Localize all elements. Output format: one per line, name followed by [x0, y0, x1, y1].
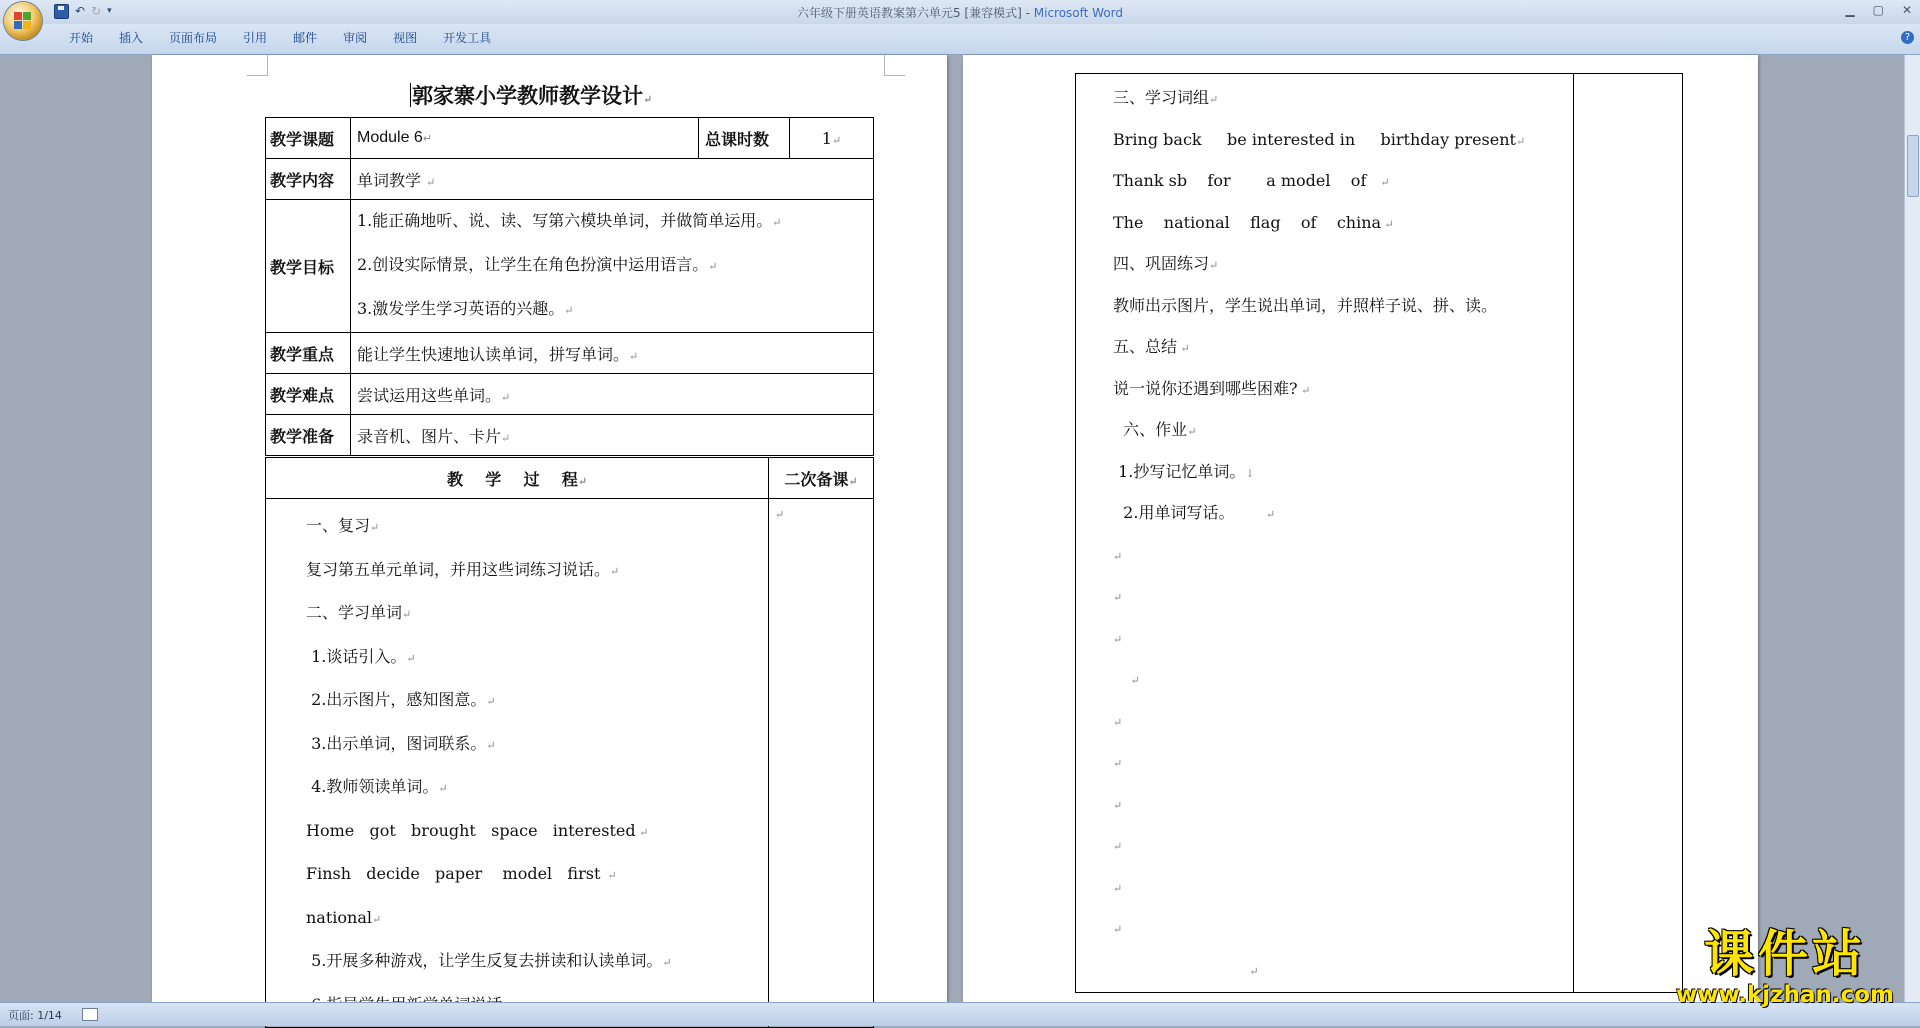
empty-line: ↵: [1113, 757, 1123, 770]
document-title-text: 郭家寨小学教师教学设计: [412, 83, 643, 108]
table-header-row: [266, 458, 874, 499]
prep-value[interactable]: 录音机、图片、卡片↵: [351, 415, 874, 456]
process-line: Finsh decide paper model first ↵: [306, 864, 617, 883]
empty-line: ↵: [1113, 549, 1123, 563]
process-line: 四、巩固练习↵: [1113, 254, 1219, 273]
prep-text: 录音机、图片、卡片: [357, 426, 502, 446]
page-indicator[interactable]: 页面: 1/14: [8, 1009, 62, 1022]
content-value-text: 单词教学: [357, 170, 422, 190]
hours-label: 总课时数: [699, 118, 790, 159]
process-line: 2.出示图片，感知图意。↵: [306, 690, 496, 709]
second-prep-header: 二次备课↵: [769, 458, 874, 499]
help-icon[interactable]: ?: [1901, 31, 1914, 44]
ribbon-tabs: [56, 30, 504, 46]
office-button[interactable]: [4, 2, 42, 40]
process-header: 教 学 过 程↵: [266, 458, 769, 499]
key-points-value[interactable]: 能让学生快速地认读单词，拼写单词。↵: [351, 333, 874, 374]
process-line: The national flag of china ↵: [1113, 212, 1394, 232]
process-line: 一、复习↵: [306, 516, 380, 535]
difficulty-label: 教学难点: [266, 374, 351, 415]
tab-mailings[interactable]: 邮件: [293, 31, 318, 45]
empty-line: ↵: [1113, 798, 1123, 812]
document-page-1: [152, 55, 947, 1015]
tab-review[interactable]: 审阅: [343, 31, 368, 45]
process-content[interactable]: [266, 499, 769, 1028]
process-line: 3.出示单词，图词联系。↵: [306, 733, 496, 753]
customize-toolbar-icon[interactable]: ▾: [107, 6, 112, 16]
process-line: 二、学习单词↵: [306, 603, 412, 622]
margin-mark: [247, 55, 268, 76]
second-prep-content[interactable]: ↵: [769, 499, 874, 1028]
process-content-continued[interactable]: [1113, 77, 1525, 990]
table-row: [266, 159, 874, 200]
status-bar: [0, 1002, 1920, 1026]
teaching-process-table: [265, 457, 874, 1028]
tab-insert[interactable]: 插入: [119, 31, 144, 45]
title-bar: [0, 0, 1920, 24]
minimize-icon[interactable]: ▁: [1845, 3, 1855, 17]
table-row: [266, 415, 874, 456]
proofing-icon[interactable]: [82, 1008, 98, 1021]
hours-value-text: 1: [821, 128, 832, 148]
empty-line: ↵: [1113, 674, 1140, 687]
maximize-icon[interactable]: ▢: [1872, 3, 1884, 17]
scrollbar-thumb[interactable]: [1907, 135, 1919, 197]
table-row: [266, 200, 874, 333]
empty-line: ↵: [1113, 591, 1123, 604]
empty-line: ↵: [1113, 632, 1123, 646]
process-line: 4.教师领读单词。↵: [306, 777, 448, 796]
process-line: 1.谈话引入。↵: [306, 646, 416, 666]
process-line: 复习第五单元单词，并用这些词练习说话。↵: [306, 559, 620, 579]
goals-value[interactable]: [351, 200, 874, 333]
goals-label: 教学目标: [266, 200, 351, 333]
subject-value[interactable]: Module 6↵: [351, 118, 699, 159]
undo-icon[interactable]: ↶: [75, 4, 86, 18]
column-divider: [1573, 74, 1574, 992]
tab-references[interactable]: 引用: [243, 31, 268, 45]
tab-developer[interactable]: 开发工具: [443, 31, 492, 45]
watermark-logo: 课件站: [1704, 925, 1866, 983]
subject-label: 教学课题: [266, 118, 351, 159]
text-cursor: [410, 83, 411, 107]
table-row: [266, 499, 874, 1028]
table-row: [266, 118, 874, 159]
table-row: [266, 374, 874, 415]
window-title-app: Microsoft Word: [1033, 6, 1124, 20]
document-page-2: [963, 55, 1758, 1015]
key-points-label: 教学重点: [266, 333, 351, 374]
office-logo-icon: [14, 12, 32, 30]
process-line: 六、作业↵: [1113, 420, 1197, 439]
process-line: 教师出示图片，学生说出单词，并照样子说、拼、读。: [1113, 295, 1498, 315]
goal-line: 1.能正确地听、说、读、写第六模块单词，并做简单运用。↵: [357, 211, 782, 230]
empty-line: ↵: [1113, 964, 1259, 978]
empty-line: ↵: [1113, 923, 1123, 936]
content-label: 教学内容: [266, 159, 351, 200]
difficulty-value[interactable]: 尝试运用这些单词。↵: [351, 374, 874, 415]
process-line: Thank sb for a model of ↵: [1113, 171, 1390, 190]
process-line: national↵: [306, 907, 382, 927]
process-line: 2.用单词写话。 ↵: [1113, 503, 1276, 522]
process-line: 五、总结 ↵: [1113, 337, 1190, 356]
watermark-url: www.kjzhan.com: [1676, 982, 1894, 1008]
tab-page-layout[interactable]: 页面布局: [169, 31, 218, 45]
margin-mark: [884, 55, 905, 76]
process-line: 1.抄写记忆单词。↓: [1113, 461, 1255, 481]
redo-icon[interactable]: ↻: [91, 4, 102, 18]
goal-line: 3.激发学生学习英语的兴趣。↵: [357, 299, 574, 318]
process-line: 5.开展多种游戏，让学生反复去拼读和认读单词。↵: [306, 951, 672, 970]
tab-home[interactable]: 开始: [69, 31, 94, 45]
process-line: Home got brought space interested ↵: [306, 820, 649, 840]
vertical-scrollbar[interactable]: [1904, 55, 1920, 1002]
tab-view[interactable]: 视图: [393, 31, 418, 45]
window-controls: [1845, 3, 1912, 17]
prep-label: 教学准备: [266, 415, 351, 456]
hours-value[interactable]: 1↵: [790, 118, 874, 159]
window-title: [0, 4, 1920, 21]
empty-line: ↵: [1113, 881, 1123, 895]
key-points-text: 能让学生快速地认读单词，拼写单词。: [357, 344, 630, 364]
difficulty-text: 尝试运用这些单词。: [357, 385, 502, 405]
close-icon[interactable]: ✕: [1901, 3, 1912, 17]
content-value[interactable]: 单词教学 ↵: [351, 159, 874, 200]
empty-line: ↵: [1113, 840, 1123, 853]
subject-value-text: Module 6: [357, 129, 423, 146]
lesson-info-table: [265, 117, 874, 456]
process-line: Bring back be interested in birthday present↵: [1113, 129, 1526, 149]
process-line: 说一说你还遇到哪些困难? ↵: [1113, 378, 1311, 398]
table-row: [266, 333, 874, 374]
watermark: [1666, 926, 1904, 1010]
document-title: 郭家寨小学教师教学设计↵: [412, 83, 653, 108]
window-title-doc: 六年级下册英语教案第六单元5 [兼容模式] -: [796, 6, 1034, 20]
process-line: 三、学习词组↵: [1113, 88, 1219, 107]
empty-line: ↵: [1113, 715, 1123, 729]
document-workspace: [0, 55, 1905, 1002]
ribbon: [0, 24, 1920, 55]
goal-line: 2.创设实际情景，让学生在角色扮演中运用语言。↵: [357, 255, 718, 274]
